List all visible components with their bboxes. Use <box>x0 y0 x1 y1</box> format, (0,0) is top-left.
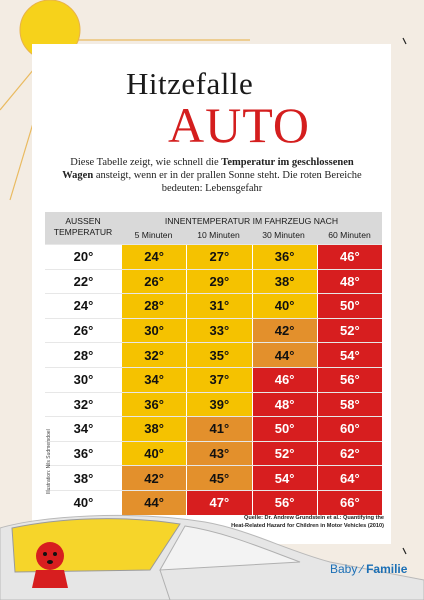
table-row <box>45 392 382 417</box>
table-row <box>45 441 382 466</box>
title-line2: AUTO <box>168 97 310 153</box>
inside-temperature-cell: 50° <box>252 417 317 441</box>
header-outside-temperature <box>45 216 121 238</box>
info-card <box>32 44 391 544</box>
inside-temperature-cell: 48° <box>252 393 317 417</box>
inside-temperature-cell: 48° <box>317 270 382 294</box>
inside-temperature-cell: 43° <box>186 442 251 466</box>
table-row <box>45 342 382 367</box>
table-row <box>45 318 382 343</box>
inside-temperature-cell: 64° <box>317 466 382 490</box>
inside-temperature-cell: 41° <box>186 417 251 441</box>
inside-temperature-cell: 60° <box>317 417 382 441</box>
car-illustration <box>0 470 424 600</box>
inside-temperature-cell: 52° <box>317 319 382 343</box>
source-line2: Heat-Related Hazard for Children in Motor Vehicles (2010) <box>231 523 384 529</box>
inside-temperature-cell: 38° <box>252 270 317 294</box>
inside-temperature-cell: 54° <box>252 466 317 490</box>
description-part2: ansteigt, wenn er in der prallen Sonne steht. Die roten Bereiche bedeuten: Lebensgefahr <box>93 170 362 194</box>
header-outside-line2: TEMPERATUR <box>53 227 113 237</box>
logo-part1: Baby <box>330 562 358 576</box>
inside-temperature-cell: 58° <box>317 393 382 417</box>
table-row <box>45 269 382 294</box>
table-header <box>45 212 382 244</box>
inside-temperature-cell: 50° <box>317 294 382 318</box>
outside-temperature-cell: 36° <box>45 442 121 466</box>
inside-temperature-cell: 45° <box>186 466 251 490</box>
inside-temperature-cell: 46° <box>317 245 382 269</box>
outside-temperature-cell: 34° <box>45 417 121 441</box>
outside-temperature-cell: 30° <box>45 368 121 392</box>
inside-temperature-cell: 42° <box>252 319 317 343</box>
outside-temperature-cell: 24° <box>45 294 121 318</box>
outside-temperature-cell: 38° <box>45 466 121 490</box>
description <box>62 156 362 195</box>
inside-temperature-cell: 38° <box>121 417 186 441</box>
outside-temperature-cell: 28° <box>45 343 121 367</box>
inside-temperature-cell: 42° <box>121 466 186 490</box>
inside-temperature-cell: 39° <box>186 393 251 417</box>
inside-temperature-cell: 44° <box>252 343 317 367</box>
header-inside-temperature: INNENTEMPERATUR IM FAHRZEUG NACH <box>164 216 339 226</box>
inside-temperature-cell: 30° <box>121 319 186 343</box>
title-line1: Hitzefalle <box>126 66 254 101</box>
baby-familie-logo: Baby ∕ Familie <box>330 562 408 576</box>
sub-header-10min: 10 Minuten <box>197 230 240 240</box>
table-row <box>45 293 382 318</box>
sub-header-5min: 5 Minuten <box>134 230 173 240</box>
sub-header-60min: 60 Minuten <box>328 230 371 240</box>
inside-temperature-cell: 47° <box>186 491 251 515</box>
inside-temperature-cell: 40° <box>252 294 317 318</box>
header-outside-line1: AUSSEN <box>65 216 101 226</box>
illustration-credit: Illustration: Nils Sudmersdoel <box>46 429 52 494</box>
inside-temperature-cell: 37° <box>186 368 251 392</box>
inside-temperature-cell: 36° <box>121 393 186 417</box>
inside-temperature-cell: 26° <box>121 270 186 294</box>
inside-temperature-cell: 54° <box>317 343 382 367</box>
inside-temperature-cell: 56° <box>252 491 317 515</box>
inside-temperature-cell: 40° <box>121 442 186 466</box>
outside-temperature-cell: 22° <box>45 270 121 294</box>
description-bold: Temperatur im geschlossenen Wagen <box>62 157 354 181</box>
inside-temperature-cell: 62° <box>317 442 382 466</box>
table-row <box>45 244 382 269</box>
inside-temperature-cell: 52° <box>252 442 317 466</box>
outside-temperature-cell: 32° <box>45 393 121 417</box>
inside-temperature-cell: 28° <box>121 294 186 318</box>
outside-temperature-cell: 40° <box>45 491 121 515</box>
table-row <box>45 416 382 441</box>
sub-header-30min: 30 Minuten <box>262 230 305 240</box>
inside-temperature-cell: 24° <box>121 245 186 269</box>
inside-temperature-cell: 66° <box>317 491 382 515</box>
outside-temperature-cell: 26° <box>45 319 121 343</box>
inside-temperature-cell: 29° <box>186 270 251 294</box>
inside-temperature-cell: 31° <box>186 294 251 318</box>
description-part1: Diese Tabelle zeigt, wie schnell die <box>70 157 222 168</box>
outside-temperature-cell: 20° <box>45 245 121 269</box>
inside-temperature-cell: 33° <box>186 319 251 343</box>
inside-temperature-cell: 56° <box>317 368 382 392</box>
inside-temperature-cell: 46° <box>252 368 317 392</box>
source-line1: Quelle: Dr. Andrew Grundstein et al.: Quantifying the <box>244 515 384 521</box>
inside-temperature-cell: 27° <box>186 245 251 269</box>
inside-temperature-cell: 35° <box>186 343 251 367</box>
logo-part2: Familie <box>366 562 408 576</box>
table-row <box>45 367 382 392</box>
inside-temperature-cell: 36° <box>252 245 317 269</box>
inside-temperature-cell: 34° <box>121 368 186 392</box>
inside-temperature-cell: 44° <box>121 491 186 515</box>
inside-temperature-cell: 32° <box>121 343 186 367</box>
